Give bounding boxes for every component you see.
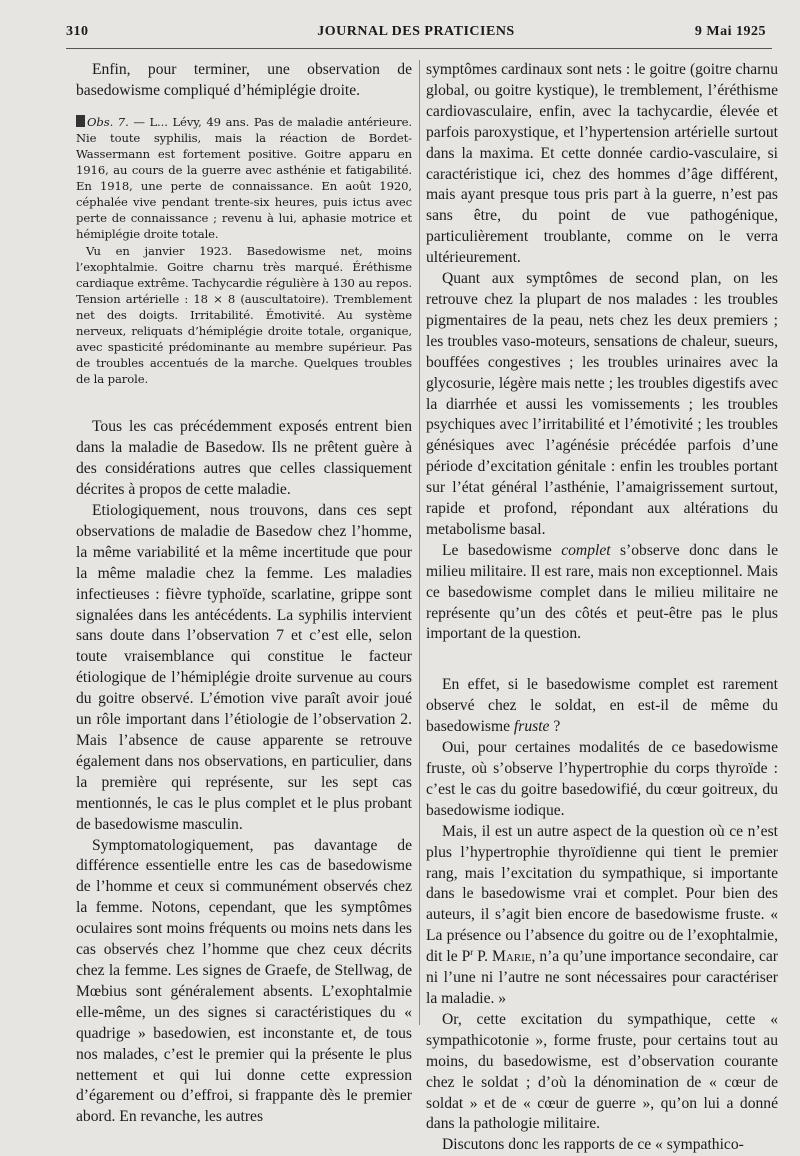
author-name: P. Marie	[473, 948, 532, 966]
observation-paragraph	[76, 114, 412, 243]
text-run: , n’a qu’une importance secondaire, car ni l’une ni l’autre ne sont nécessaires pour caractériser la maladie. »	[426, 948, 778, 1007]
text-run: s’observe donc dans le milieu militaire. Il est rare, mais non exceptionnel. Mais ce basedowisme complet dans le milieu militaire ne représente qu’un des côtés et peut-être pas le plus important de la question.	[426, 541, 778, 643]
page-number: 310	[66, 24, 89, 39]
column-divider	[419, 60, 420, 1025]
body-paragraph: Oui, pour certaines modalités de ce basedowisme fruste, où s’observe l’hypertrophie du corps thyroïde : c’est le cas du goitre basedowifié, du cœur goitreux, du basedowisme iodique.	[426, 739, 778, 819]
right-column	[426, 60, 778, 1156]
text-run: ?	[549, 718, 561, 736]
text-run: En effet, si le basedowisme complet est rarement observé chez le soldat, en est-il de même du basedowisme	[426, 676, 778, 736]
body-paragraph: Or, cette excitation du sympathique, cette « sympathicotonie », forme fruste, pour certains tout au moins, du basedowisme, est d’observation courante chez le soldat ; d’où la dénomination de « cœur de soldat » et de « cœur de guerre », qu’on lui a donné dans la pathologie militaire.	[426, 1010, 778, 1133]
text-run: Mais, il est un autre aspect de la question où ce n’est plus l’hypertrophie thyroïdienne qui tient le premier rang, mais l’excitation du sympathique, si importante dans le basedowisme vrai et complet. Pour bien des auteurs, il s’agit bien encore de basedowisme fruste. « La présence ou l’absence du goitre ou de l’exophtalmie, dit le P	[426, 822, 778, 966]
observation-paragraph: Vu en janvier 1923. Basedowisme net, moins l’exophtalmie. Goitre charnu très marqué. Éréthisme cardiaque extrême. Tachycardie régulière à 130 au repos. Tension artérielle : 18 × 8 (auscultatoire). Tremblement net des doigts. Irritabilité. Émotivité. Au système nerveux, reliquats d’hémiplégie droite totale, organique, avec spasticité prédominante au membre supérieur. Pas de troubles accentués de la marche. Quelques troubles de la parole.	[76, 243, 412, 387]
body-paragraph: Discutons donc les rapports de ce « sympathico-	[442, 1136, 744, 1154]
section-mark-icon	[76, 115, 85, 127]
body-paragraph	[426, 541, 778, 646]
body-paragraph: Tous les cas précédemment exposés entrent bien dans la maladie de Basedow. Ils ne prêtent guère à des considérations autres que celles classiquement décrites à propos de cette maladie.	[76, 418, 412, 499]
observation-text: — L... Lévy, 49 ans. Pas de maladie antérieure. Nie toute syphilis, mais la réaction de Bordet-Wassermann est fortement positive. Goitre apparu en 1916, au cours de la guerre avec asthénie et fatigabilité. En 1918, une perte de connaissance. En août 1920, céphalée vive pendant trente-six heures, puis ictus avec perte de connaissance ; revenu à lui, aphasie motrice et hémiplégie droite totale.	[76, 114, 413, 242]
body-paragraph: Etiologiquement, nous trouvons, dans ces sept observations de maladie de Basedow chez l’homme, la même variabilité et la même incertitude que pour la même maladie chez la femme. Les maladies infectieuses : fièvre typhoïde, scarlatine, grippe sont signalées dans les antécédents. La syphilis intervient sans doute dans l’observation 7 et c’est elle, selon toute vraisemblance qui constitue le facteur étiologique de l’hémiplégie droite survenue au cours du goitre observé. L’émotion vive paraît avoir joué un rôle important dans l’étiologie de l’observation 2. Mais l’absence de cause apparente se retrouve également dans nos observations, en particulier, dans la première qui représente, sur les sept cas mentionnés, le cas le plus complet et le plus probant de basedowisme masculin.	[76, 502, 412, 833]
emphasis: complet	[561, 541, 611, 559]
observation-7	[76, 114, 412, 388]
text-run: Le basedowisme	[442, 541, 562, 559]
body-paragraph	[426, 822, 778, 1010]
body-paragraph	[426, 675, 778, 738]
page-header	[66, 24, 766, 48]
intro-paragraph: Enfin, pour terminer, une observation de basedowisme compliqué d’hémiplégie droite.	[76, 61, 412, 99]
emphasis: fruste	[513, 718, 550, 736]
spacer	[426, 645, 778, 675]
body-paragraph: Quant aux symptômes de second plan, on les retrouve chez la plupart de nos malades : les troubles pigmentaires de la peau, nets chez les deux premiers ; les troubles vaso-moteurs, sensations de chaleur, sueurs, bouffées congestives ; les troubles urinaires avec la glycosurie, légère mais nette ; les troubles digestifs avec la diarrhée et aussi les vomissements ; les troubles psychiques avec l’irritabilité et l’émotivité ; les troubles génésiques avec l’agénésie précédée parfois d’une période d’excitation génitale : enfin les troubles portant sur l’état général l’asthénie, l’amaigrissement surtout, rapide et profond, répondant aux altérations du metabolisme basal.	[426, 270, 778, 538]
body-paragraph: Symptomatologiquement, pas davantage de différence essentielle entre les cas de basedowisme de l’homme et ceux si communément observés chez la femme. Notons, cependant, que les symptômes oculaires sont moins fréquents ou moins nets dans les cas observés chez l’homme que chez ceux décrits chez la femme. Les signes de Graefe, de Stellwag, de Mœbius sont généralement absents. L’exophtalmie elle-même, un des signes si caractéristiques du « quadrige » basedowien, est inconstante et, de tous nos malades, c’est le premier qui la présente le plus nettement et qui lui donne cette expression d’égarement ou d’effroi, si frappante dès le premier abord. En revanche, les autres	[76, 836, 412, 1126]
issue-date: 9 Mai 1925	[694, 24, 766, 39]
left-column	[76, 60, 412, 1128]
superscript: r	[470, 946, 474, 957]
body-paragraph: symptômes cardinaux sont nets : le goitre (goitre charnu global, ou goitre kystique), le tremblement, l’éréthisme cardiovasculaire, enfin, avec la tachycardie, élevée et parfois paroxystique, et l’hypertension artérielle surtout dans la maxima. Et cette donnée cardio-vasculaire, si caractéristique ici, chez des hommes d’âge différent, mais ayant presque tous pris part à la guerre, n’est pas sans être, du point de vue pathogénique, particulièrement troublante, comme on le verra ultérieurement.	[426, 61, 778, 267]
journal-title: JOURNAL DES PRATICIENS	[317, 24, 515, 39]
header-rule	[66, 48, 772, 49]
spacer	[76, 102, 412, 114]
spacer	[76, 387, 412, 417]
observation-title: Obs. 7.	[87, 114, 129, 129]
